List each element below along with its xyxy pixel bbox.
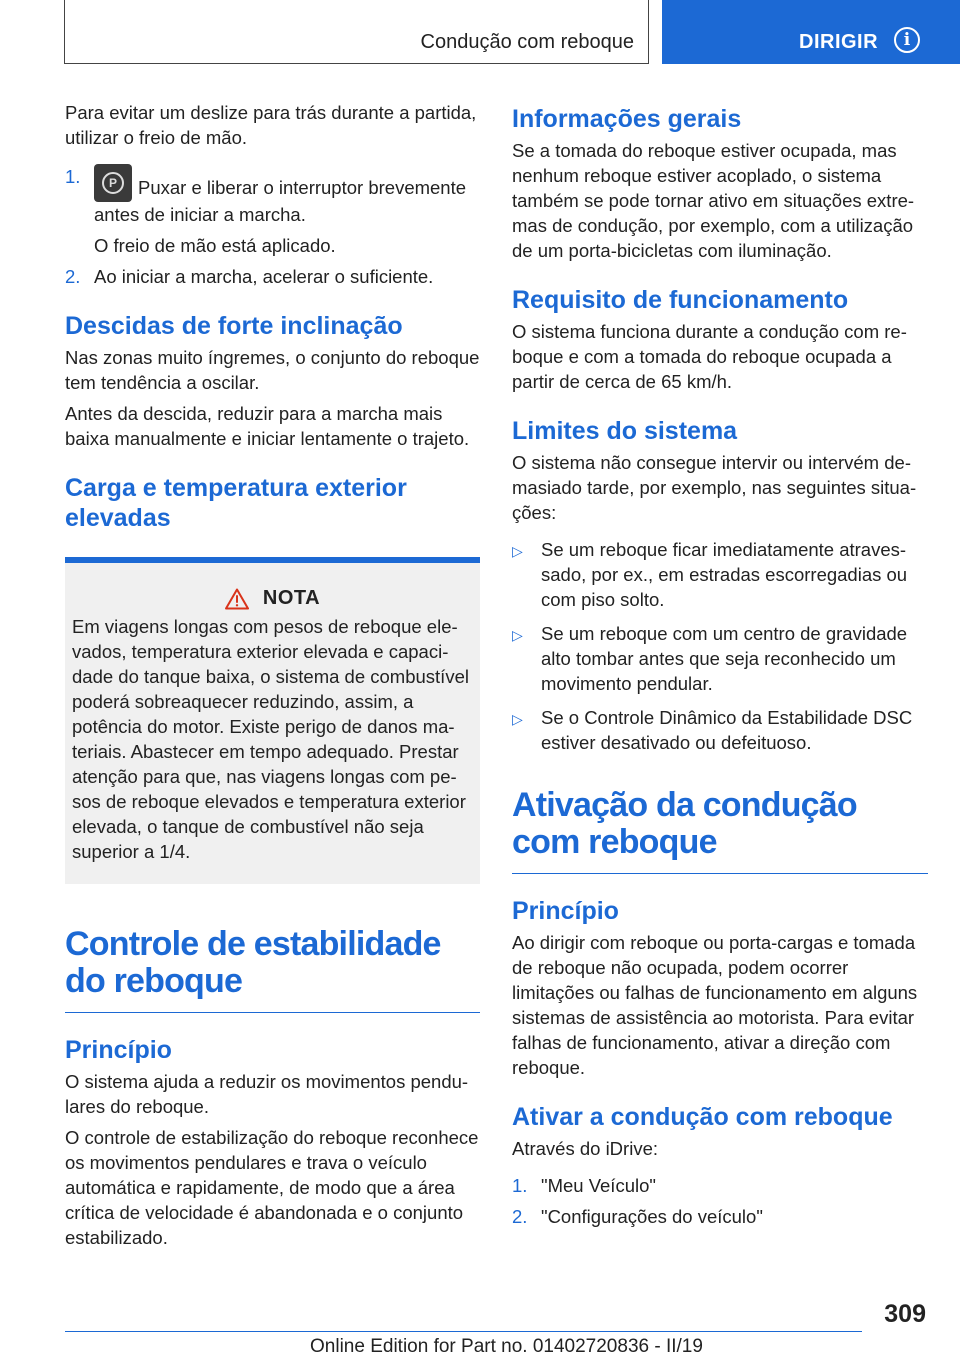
header-section-box — [64, 0, 649, 64]
heading-activation: Ativação da condução com reboque — [512, 787, 928, 874]
heading-principle: Princípio — [65, 1036, 172, 1064]
footer-divider — [65, 1331, 862, 1332]
list-item — [512, 1204, 928, 1229]
step-number: 1. — [65, 166, 81, 187]
step-number: 2. — [65, 266, 81, 287]
list-item — [512, 537, 928, 612]
step-text: "Meu Veículo" — [541, 1175, 656, 1196]
heading-trailer-stability: Controle de estabilidade do reboque — [65, 926, 480, 1013]
bullet-text: Se um reboque com um centro de gravidade alto tombar antes que seja reconhecido um movimento pendular. — [541, 623, 908, 694]
header-section-title: Condução com reboque — [420, 31, 634, 53]
bullet-arrow-icon: ▷ — [512, 543, 523, 559]
step-result: O freio de mão está aplicado. — [94, 235, 336, 256]
principle-paragraph-1: O sistema ajuda a reduzir os movimentos pendulares do reboque. — [65, 1071, 469, 1117]
heading-descents: Descidas de forte inclinação — [65, 312, 403, 340]
bullet-arrow-icon: ▷ — [512, 711, 523, 727]
note-text: Em viagens longas com pesos de reboque elevados, temperatura exterior elevada e capacidade do tanque baixa, o sistema de combustível poderá sobreaquecer reduzindo, assim, a potência do motor. Existe perigo de danos materiais. Abastecer em tempo adequado. Prestar atenção para que, nas viagens longas com pesos de reboque elevados e temperatura exterior elevada, o tanque de combustível não seja superior a 1/4. — [72, 616, 469, 862]
list-item — [65, 264, 480, 289]
heading-system-limits: Limites do sistema — [512, 417, 738, 445]
principle-paragraph: Ao dirigir com reboque ou porta-cargas e tomada de reboque não ocupada, podem ocorrer limitações ou falhas de funcionamento em alguns sistemas de assistência ao motorista. Para evitar falhas de funcionamento, ativar a direção com reboque. — [512, 932, 918, 1078]
bullet-text: Se o Controle Dinâmico da Estabilidade DSC estiver desativado ou defeituoso. — [541, 707, 913, 753]
heading-requirement: Requisito de funcionamento — [512, 286, 849, 314]
activate-paragraph: Através do iDrive: — [512, 1138, 658, 1159]
step-text: "Configurações do veículo" — [541, 1206, 763, 1227]
page-number: 309 — [884, 1300, 926, 1328]
right-column — [512, 100, 928, 1235]
warning-triangle-icon — [225, 588, 249, 610]
general-paragraph: Se a tomada do reboque estiver ocupada, mas nenhum reboque estiver acoplado, o sistema também se pode tornar ativo em situações extremas de condução, por exemplo, com a utilização de um porta-bicicletas com iluminação. — [512, 140, 915, 261]
note-box — [65, 557, 480, 884]
left-column — [65, 100, 480, 1256]
heading-principle: Princípio — [512, 897, 619, 925]
descents-paragraph-2: Antes da descida, reduzir para a marcha mais baixa manualmente e iniciar lentamente o trajeto. — [65, 403, 470, 449]
header-chapter-label: DIRIGIR — [799, 31, 879, 53]
heading-activate: Ativar a condução com reboque — [512, 1103, 893, 1131]
list-item — [65, 164, 480, 258]
step-number: 1. — [512, 1175, 528, 1196]
note-title: NOTA — [262, 587, 321, 609]
list-item — [512, 705, 928, 755]
heading-general-info: Informações gerais — [512, 105, 742, 133]
intro-paragraph: Para evitar um deslize para trás durante a partida, utilizar o freio de mão. — [65, 102, 477, 148]
footer-edition: Online Edition for Part no. 01402720836 - II/19 — [310, 1336, 703, 1357]
descents-paragraph-1: Nas zonas muito íngremes, o conjunto do reboque tem tendência a oscilar. — [65, 347, 480, 393]
heading-load-temperature: Carga e temperatura exterior elevadas — [65, 474, 407, 532]
parking-brake-icon: P — [94, 164, 132, 202]
info-icon[interactable]: i — [894, 27, 920, 53]
step-number: 2. — [512, 1206, 528, 1227]
bullet-arrow-icon: ▷ — [512, 627, 523, 643]
list-item — [512, 1173, 928, 1198]
step-text: Ao iniciar a marcha, acelerar o suficiente. — [94, 266, 434, 287]
bullet-text: Se um reboque ficar imediatamente atravessado, por ex., em estradas escorregadias ou com piso solto. — [541, 539, 908, 610]
principle-paragraph-2: O controle de estabilização do reboque reconhece os movimentos pendulares e trava o veículo automática e rapidamente, de modo que a área crítica de velocidade é abandonada e o conjunto estabilizado. — [65, 1127, 479, 1248]
header-chapter-tab[interactable] — [662, 0, 960, 64]
step-text: Puxar e liberar o interruptor brevemente antes de iniciar a marcha. — [94, 177, 467, 225]
requirement-paragraph: O sistema funciona durante a condução com reboque e com a tomada do reboque ocupada a partir de cerca de 65 km/h. — [512, 321, 907, 392]
list-item — [512, 621, 928, 696]
limits-paragraph: O sistema não consegue intervir ou intervém demasiado tarde, por exemplo, nas seguintes situações: — [512, 452, 917, 523]
